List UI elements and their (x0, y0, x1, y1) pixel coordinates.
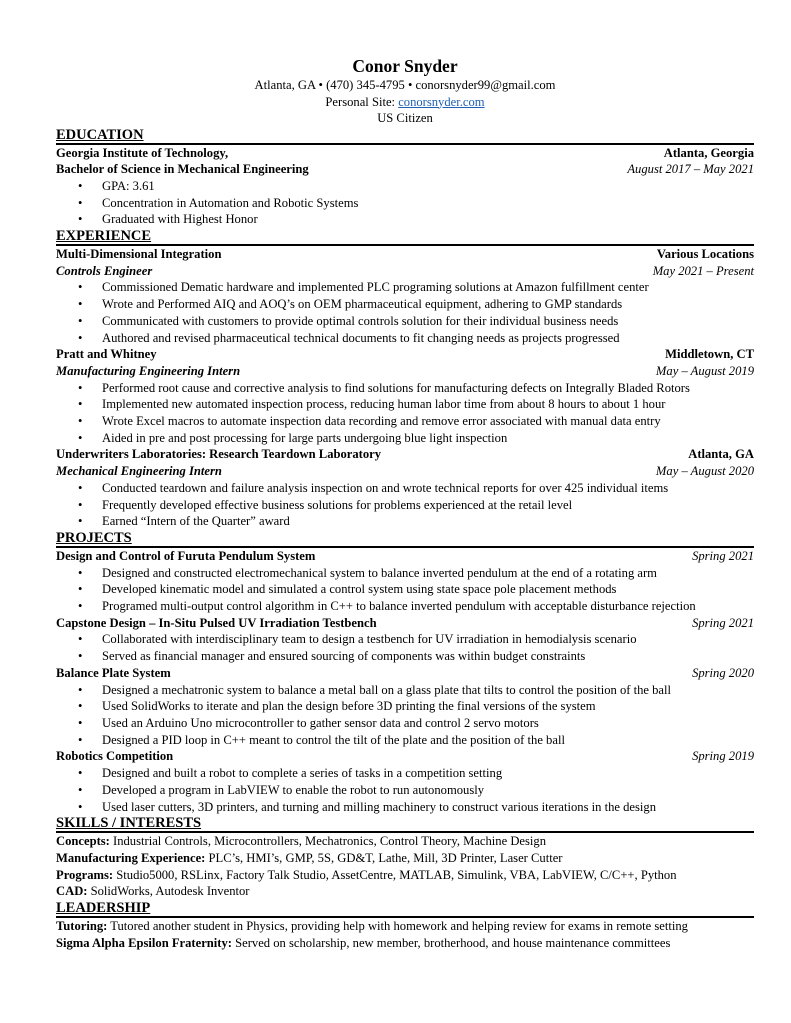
job-company-row (56, 346, 754, 363)
list-item (56, 296, 754, 313)
bullet-glyph: • (78, 514, 83, 529)
skill-label: Concepts: (56, 834, 110, 849)
project-date: Spring 2019 (692, 749, 754, 764)
bullet-glyph: • (78, 565, 83, 580)
bullet-text: Developed a program in LabVIEW to enable the robot to run autonomously (102, 782, 485, 797)
project-bullets (56, 765, 754, 815)
bullet-glyph: • (78, 380, 83, 395)
list-item (56, 430, 754, 447)
skill-label: Programs: (56, 867, 114, 882)
bullet-text: Commissioned Dematic hardware and implemented PLC programing solutions at Amazon fulfillment center (102, 280, 649, 295)
list-item (56, 330, 754, 347)
list-item (56, 413, 754, 430)
job-company-row (56, 246, 754, 263)
skill-line (56, 883, 754, 900)
resume-header (56, 56, 754, 127)
education-row-degree (56, 161, 754, 178)
leadership-text: Tutored another student in Physics, providing help with homework and helping review for exams in remote setting (107, 919, 688, 934)
skill-text: Studio5000, RSLinx, Factory Talk Studio, AssetCentre, MATLAB, Simulink, VBA, LabVIEW, C/C++, Python (113, 867, 677, 882)
job-role-row (56, 463, 754, 480)
bullet-glyph: • (78, 766, 83, 781)
bullet-text: Programed multi-output control algorithm in C++ to balance inverted pendulum with acceptable disturbance rejection (102, 599, 696, 614)
citizenship: US Citizen (377, 111, 433, 125)
project-name: Balance Plate System (56, 665, 171, 680)
skill-text: PLC’s, HMI’s, GMP, 5S, GD&T, Lathe, Mill, 3D Printer, Laser Cutter (205, 850, 563, 865)
personal-site-link[interactable]: conorsnyder.com (398, 94, 485, 109)
leadership-line (56, 918, 754, 935)
education-bullets (56, 178, 754, 228)
job-role: Manufacturing Engineering Intern (56, 363, 241, 378)
skill-text: SolidWorks, Autodesk Inventor (87, 884, 250, 899)
list-item (56, 598, 754, 615)
bullet-glyph: • (78, 599, 83, 614)
skill-line (56, 850, 754, 867)
bullet-text: Implemented new automated inspection process, reducing human labor time from about 8 hours to about 1 hour (102, 397, 666, 412)
degree-name: Bachelor of Science in Mechanical Engineering (56, 162, 309, 177)
bullet-glyph: • (78, 799, 83, 814)
leadership-line (56, 935, 754, 952)
bullet-glyph: • (78, 313, 83, 328)
bullet-text: Authored and revised pharmaceutical technical documents to fit changing needs as projects progressed (102, 330, 620, 345)
bullet-glyph: • (78, 732, 83, 747)
bullet-text: Used laser cutters, 3D printers, and turning and milling machinery to construct various iterations in the design (102, 799, 656, 814)
bullet-text: Collaborated with interdisciplinary team to design a testbench for UV irradiation in hemodialysis scenario (102, 632, 637, 647)
bullet-glyph: • (78, 414, 83, 429)
bullet-glyph: • (78, 212, 83, 227)
skill-label: CAD: (56, 884, 88, 899)
job-company: Pratt and Whitney (56, 347, 157, 362)
bullet-text: Developed kinematic model and simulated a control system using state space pole placement methods (102, 582, 617, 597)
bullet-glyph: • (78, 782, 83, 797)
education-heading: EDUCATION (56, 128, 754, 145)
list-item (56, 682, 754, 699)
job-bullets (56, 279, 754, 346)
projects-heading: PROJECTS (56, 531, 754, 548)
project-row (56, 615, 754, 632)
bullet-text: Used an Arduino Uno microcontroller to gather sensor data and control 2 servo motors (102, 716, 539, 730)
skills-heading: SKILLS / INTERESTS (56, 816, 754, 833)
list-item (56, 799, 754, 816)
bullet-text: Served as financial manager and ensured sourcing of components was within budget constraints (102, 649, 586, 664)
bullet-text: Designed and built a robot to complete a series of tasks in a competition setting (102, 766, 503, 781)
bullet-text: Earned “Intern of the Quarter” award (102, 514, 290, 529)
personal-site-line (56, 94, 754, 111)
project-name: Capstone Design – In-Situ Pulsed UV Irradiation Testbench (56, 615, 377, 630)
bullet-glyph: • (78, 480, 83, 495)
bullet-glyph: • (78, 178, 83, 193)
job-dates: May 2021 – Present (652, 263, 754, 278)
bullet-text: Conducted teardown and failure analysis inspection on and wrote technical reports for over 425 individual items (102, 480, 669, 495)
bullet-text: Used SolidWorks to iterate and plan the design before 3D printing the final versions of the system (102, 699, 596, 714)
leadership-label: Sigma Alpha Epsilon Fraternity: (56, 935, 232, 950)
job-company: Multi-Dimensional Integration (56, 247, 222, 262)
bullet-glyph: • (78, 397, 83, 412)
list-item (56, 313, 754, 330)
project-row (56, 748, 754, 765)
job-role-row (56, 263, 754, 280)
project-bullets (56, 682, 754, 749)
skill-label: Manufacturing Experience: (56, 850, 206, 865)
education-dates: August 2017 – May 2021 (627, 162, 754, 177)
job-bullets (56, 380, 754, 447)
skill-text: Industrial Controls, Microcontrollers, Mechatronics, Control Theory, Machine Design (109, 834, 547, 849)
list-item (56, 195, 754, 212)
job-role-row (56, 363, 754, 380)
project-date: Spring 2021 (692, 548, 754, 563)
bullet-text: Designed a PID loop in C++ meant to control the tilt of the plate and the position of the ball (102, 732, 565, 747)
job-company: Underwriters Laboratories: Research Teardown Laboratory (56, 447, 382, 462)
school-location: Atlanta, Georgia (663, 145, 754, 160)
list-item (56, 211, 754, 228)
list-item (56, 497, 754, 514)
bullet-glyph: • (78, 682, 83, 697)
bullet-text: Performed root cause and corrective analysis to find solutions for manufacturing defects on Integrally Bladed Rotors (102, 380, 690, 395)
bullet-text: GPA: 3.61 (102, 178, 155, 193)
bullet-text: Aided in pre and post processing for large parts undergoing blue light inspection (102, 430, 508, 445)
experience-heading: EXPERIENCE (56, 229, 754, 246)
skill-line (56, 867, 754, 884)
list-item (56, 698, 754, 715)
bullet-text: Designed a mechatronic system to balance a metal ball on a glass plate that tilts to control the position of the ball (102, 682, 672, 697)
bullet-text: Frequently developed effective business solutions for problems experienced at the retail level (102, 497, 573, 512)
job-role: Mechanical Engineering Intern (56, 464, 222, 479)
bullet-text: Wrote Excel macros to automate inspection data recording and remove error associated with manual data entry (102, 414, 661, 429)
job-company-row (56, 446, 754, 463)
resume-page (56, 56, 754, 951)
bullet-glyph: • (78, 497, 83, 512)
list-item (56, 715, 754, 732)
list-item (56, 648, 754, 665)
bullet-glyph: • (78, 430, 83, 445)
skill-line (56, 833, 754, 850)
contact-line: Atlanta, GA • (470) 345-4795 • conorsnyder99@gmail.com (254, 78, 556, 92)
job-bullets (56, 480, 754, 530)
list-item (56, 565, 754, 582)
list-item (56, 178, 754, 195)
education-row-school (56, 145, 754, 162)
list-item (56, 480, 754, 497)
bullet-text: Wrote and Performed AIQ and AOQ’s on OEM pharmaceutical equipment, adhering to GMP standards (102, 297, 623, 312)
candidate-name: Conor Snyder (352, 56, 458, 76)
list-item (56, 581, 754, 598)
project-date: Spring 2020 (692, 665, 754, 680)
bullet-glyph: • (78, 195, 83, 210)
bullet-glyph: • (78, 330, 83, 345)
list-item (56, 765, 754, 782)
bullet-glyph: • (78, 699, 83, 714)
job-location: Middletown, CT (665, 347, 754, 362)
project-row (56, 665, 754, 682)
job-role: Controls Engineer (56, 263, 153, 278)
school-name: Georgia Institute of Technology, (56, 145, 229, 160)
bullet-text: Designed and constructed electromechanical system to balance inverted pendulum at the end of a rotating arm (102, 565, 657, 580)
project-name: Design and Control of Furuta Pendulum System (56, 548, 316, 563)
bullet-glyph: • (78, 716, 83, 730)
project-bullets (56, 631, 754, 664)
project-bullets (56, 565, 754, 615)
project-date: Spring 2021 (692, 615, 754, 630)
bullet-glyph: • (78, 297, 83, 312)
list-item (56, 380, 754, 397)
job-dates: May – August 2019 (655, 363, 754, 378)
bullet-glyph: • (78, 649, 83, 664)
personal-site-label: Personal Site: (325, 94, 399, 109)
job-location: Various Locations (656, 247, 754, 262)
bullet-glyph: • (78, 632, 83, 647)
job-location: Atlanta, GA (688, 447, 754, 462)
bullet-text: Graduated with Highest Honor (102, 212, 258, 227)
project-name: Robotics Competition (56, 749, 174, 764)
job-dates: May – August 2020 (655, 464, 754, 479)
bullet-text: Concentration in Automation and Robotic Systems (102, 195, 359, 210)
bullet-glyph: • (78, 582, 83, 597)
leadership-label: Tutoring: (56, 919, 108, 934)
leadership-heading: LEADERSHIP (56, 901, 754, 918)
list-item (56, 513, 754, 530)
list-item (56, 396, 754, 413)
list-item (56, 782, 754, 799)
bullet-text: Communicated with customers to provide optimal controls solution for their individual business needs (102, 313, 619, 328)
list-item (56, 279, 754, 296)
project-row (56, 548, 754, 565)
bullet-glyph: • (78, 280, 83, 295)
list-item (56, 631, 754, 648)
list-item (56, 732, 754, 749)
leadership-text: Served on scholarship, new member, brotherhood, and house maintenance committees (231, 935, 671, 950)
